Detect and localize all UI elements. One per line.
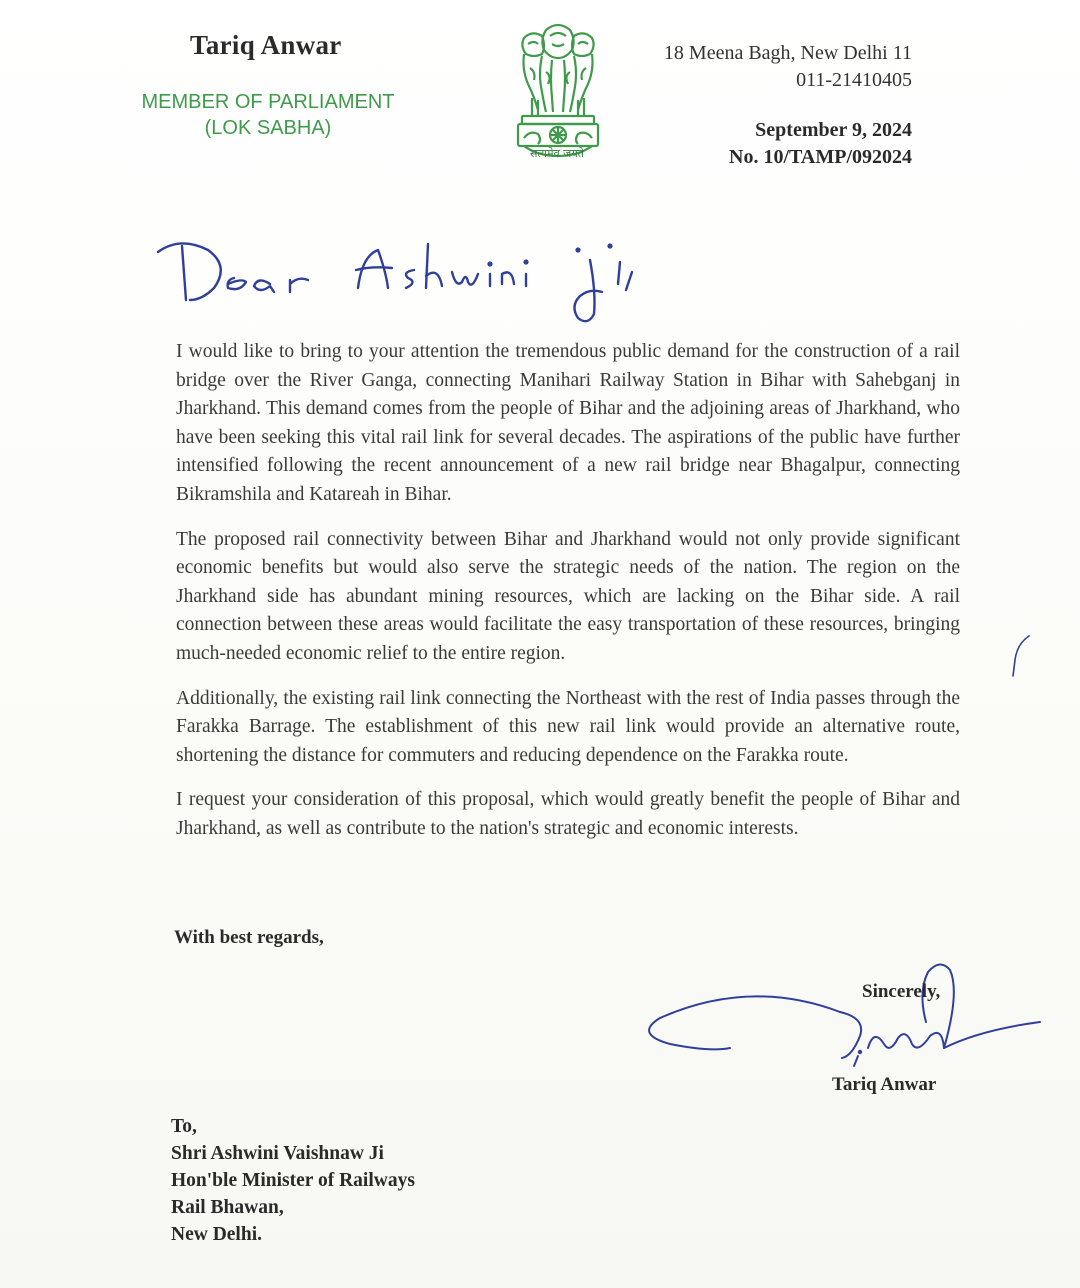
signature-image	[630, 952, 1050, 1082]
letter-date: September 9, 2024	[755, 119, 912, 141]
recipient-name: Shri Ashwini Vaishnaw Ji	[171, 1143, 384, 1164]
reference-number: No. 10/TAMP/092024	[729, 146, 912, 168]
ink-mark-icon	[1005, 630, 1035, 680]
body-paragraph: The proposed rail connectivity between Bihar and Jharkhand would not only provide significant economic benefits but would also serve the strategic needs of the nation. The region on the Jharkhand side has abundant mining resources, which are lacking on the Bihar side. A rail connection between these areas would facilitate the easy transportation of these resources, bringing much-needed economic relief to the entire region.	[176, 528, 960, 664]
emblem-motto: सत्यमेव जयते	[529, 147, 584, 160]
sender-title-line1: MEMBER OF PARLIAMENT	[141, 91, 395, 113]
phone-number: 011-21410405	[796, 69, 912, 91]
sender-designation	[128, 89, 408, 141]
letter-body	[176, 338, 960, 860]
recipient-block	[171, 1113, 415, 1248]
recipient-office: Rail Bhawan,	[171, 1197, 284, 1218]
body-paragraph: I would like to bring to your attention the tremendous public demand for the construction of a rail bridge over the River Ganga, connecting Manihari Railway Station in Bihar with Sahebganj in Jharkhand. This demand comes from the people of Bihar and the adjoining areas of Jharkhand, who have been seeking this vital rail link for several decades. The aspirations of the public have further intensified following the recent announcement of a new rail bridge near Bhagalpur, connecting Bikramshila and Katareah in Bihar.	[176, 341, 960, 505]
recipient-city: New Delhi.	[171, 1224, 262, 1245]
closing-line: With best regards,	[174, 927, 324, 948]
body-paragraph: I request your consideration of this proposal, which would greatly benefit the people of Bihar and Jharkhand, as well as contribute to the nation's strategic and economic interests.	[176, 789, 960, 839]
signatory-name: Tariq Anwar	[832, 1074, 937, 1095]
recipient-designation: Hon'ble Minister of Railways	[171, 1170, 415, 1191]
body-paragraph: Additionally, the existing rail link connecting the Northeast with the rest of India passes through the Farakka Barrage. The establishment of this new rail link would provide an alternative route, shortening the distance for commuters and reducing dependence on the Farakka route.	[176, 687, 960, 766]
address-line: 18 Meena Bagh, New Delhi 11	[663, 42, 912, 64]
handwritten-salutation	[150, 222, 670, 332]
sender-name: Tariq Anwar	[190, 30, 342, 60]
sender-title-line2: (LOK SABHA)	[204, 117, 332, 139]
sign-off: Sincerely,	[862, 981, 941, 1002]
letter-meta	[729, 117, 912, 171]
recipient-to: To,	[171, 1116, 197, 1137]
sender-address	[664, 40, 912, 94]
